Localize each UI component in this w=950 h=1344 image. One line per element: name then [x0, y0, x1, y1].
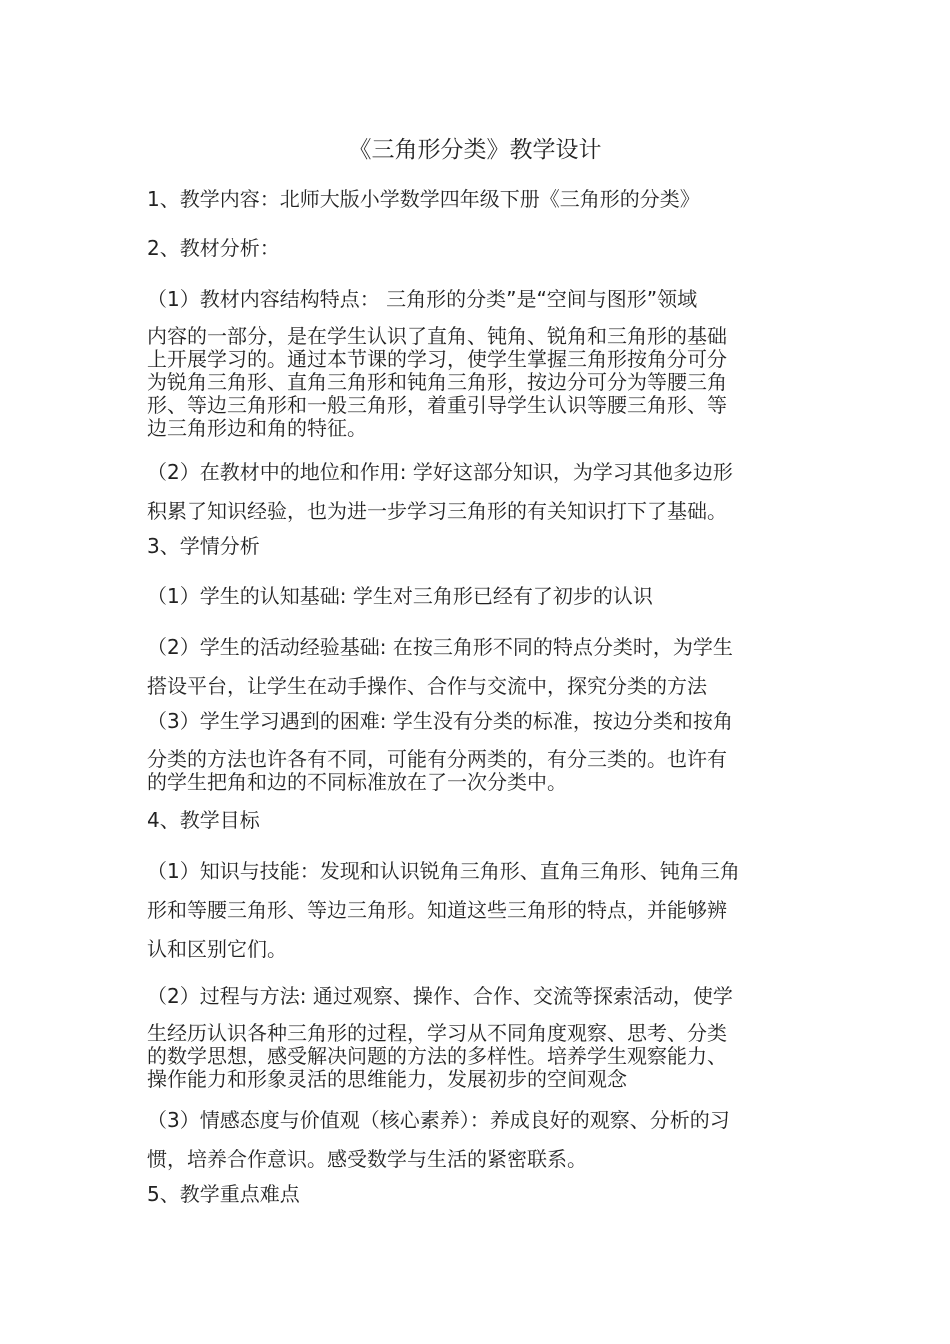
student-activity-basis: （2）学生的活动经验基础: 在按三角形不同的特点分类时，为学生 搭设平台，让学生在动手操作、合作与交流中，探究分类的方法 — [147, 635, 733, 698]
section-textbook-analysis-heading: 2、教材分析： — [147, 236, 280, 260]
section-student-analysis-heading: 3、学情分析 — [147, 534, 260, 558]
section-key-points-heading: 5、教学重点难点 — [147, 1182, 300, 1206]
goal-knowledge-skills: （1）知识与技能：发现和认识锐角三角形、直角三角形、钝角三角 形和等腰三角形、等边三角形。知道这些三角形的特点，并能够辨 认和区别它们。 — [147, 859, 740, 961]
student-difficulty-paragraph: 分类的方法也许各有不同，可能有分两类的，有分三类的。也许有 的学生把角和边的不同标准放在了一次分类中。 — [147, 747, 727, 794]
goal-process-method-first-line: （2）过程与方法: 通过观察、操作、合作、交流等探索活动，使学 — [147, 984, 733, 1008]
textbook-structure-first-line: （1）教材内容结构特点： 三角形的分类”是“空间与图形”领域 — [147, 287, 698, 311]
student-difficulty-first-line: （3）学生学习遇到的困难: 学生没有分类的标准，按边分类和按角 — [147, 709, 733, 733]
section-teaching-goals-heading: 4、教学目标 — [147, 808, 260, 832]
textbook-role-paragraph: （2）在教材中的地位和作用: 学好这部分知识，为学习其他多边形 积累了知识经验，也为进一步学习三角形的有关知识打下了基础。 — [147, 460, 733, 523]
textbook-structure-paragraph: 内容的一部分，是在学生认识了直角、钝角、锐角和三角形的基础 上开展学习的。通过本节课的学习，使学生掌握三角形按角分可分 为锐角三角形、直角三角形和钝角三角形，按边分可分为等腰三角 形、等边三角形和一般三角形，着重引导学生认识等腰三角形、等 边三角形边和角的特征。 — [147, 324, 727, 440]
document-title: 《三角形分类》教学设计 — [348, 137, 602, 163]
goal-process-method-paragraph: 生经历认识各种三角形的过程，学习从不同角度观察、思考、分类 的数学思想，感受解决问题的方法的多样性。培养学生观察能力、 操作能力和形象灵活的思维能力，发展初步的空间观念 — [147, 1021, 727, 1091]
student-cognitive-basis: （1）学生的认知基础: 学生对三角形已经有了初步的认识 — [147, 584, 653, 608]
goal-emotion-values: （3）情感态度与价值观（核心素养）：养成良好的观察、分析的习 惯，培养合作意识。感受数学与生活的紧密联系。 — [147, 1108, 730, 1171]
section-teaching-content: 1、教学内容：北师大版小学数学四年级下册《三角形的分类》 — [147, 187, 700, 211]
